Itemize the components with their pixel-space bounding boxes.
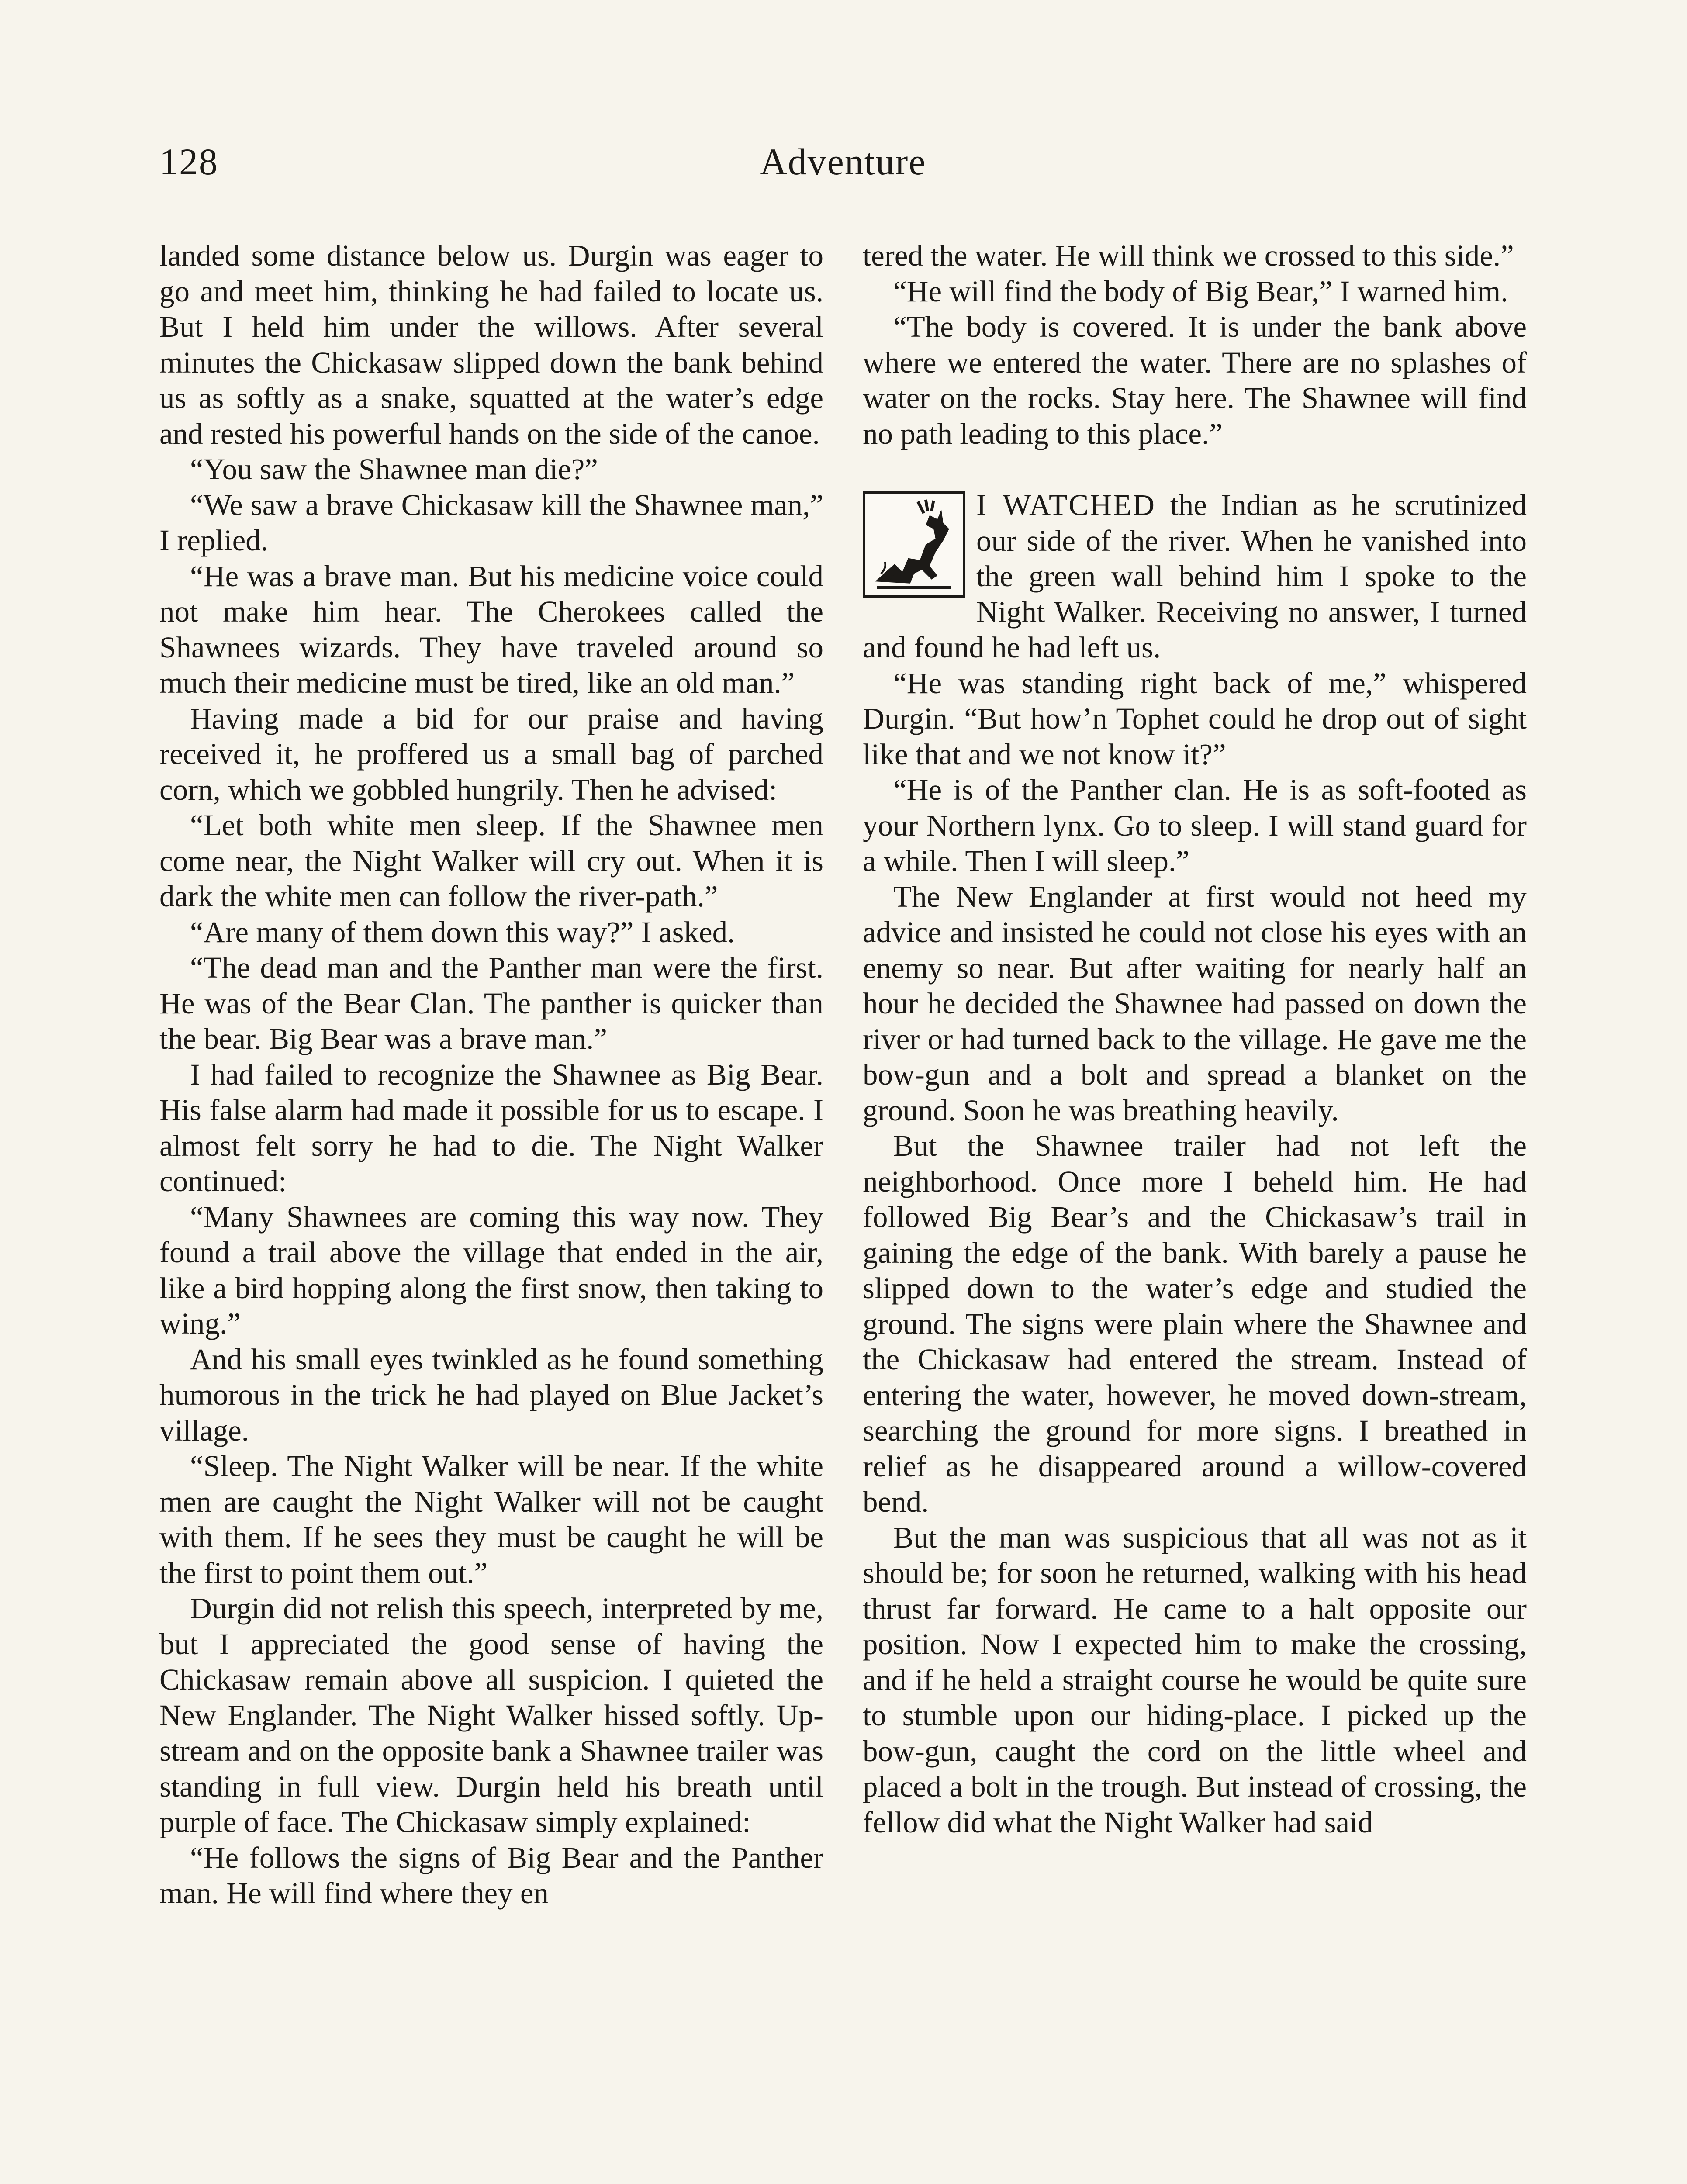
section-break <box>863 452 1527 487</box>
running-indian-icon <box>865 494 963 595</box>
section-lead-paragraph <box>863 487 1527 666</box>
page-header <box>159 140 1527 201</box>
paragraph: tered the water. He will think we crossed to this side.” <box>863 239 1514 272</box>
paragraph: Durgin did not relish this speech, interpreted by me, but I appreciated the good sense of having the Chickasaw remain above all suspicion. I quieted the New Englander. The Night Walker hissed softly. Up-stream and on the opposite bank a Shawnee trailer was standing in full view. Durgin held his breath until purple of face. The Chickasaw simply explained: <box>159 1592 823 1838</box>
paragraph: “He was a brave man. But his medicine voice could not make him hear. The Cherokees called the Shawnees wizards. They have traveled around so much their medicine must be tired, like an old man.” <box>159 559 823 699</box>
paragraph: But the Shawnee trailer had not left the neighborhood. Once more I beheld him. He had followed Big Bear’s and the Chickasaw’s trail in gaining the edge of the bank. With barely a pause he slipped down to the water’s edge and studied the ground. The signs were plain where the Shawnee and the Chickasaw had entered the stream. Instead of entering the water, however, he moved down-stream, searching the ground for more signs. I breathed in relief as he disappeared around a willow-covered bend. <box>863 1129 1527 1518</box>
paragraph: landed some distance below us. Durgin was eager to go and meet him, thinking he had failed to locate us. But I held him under the willows. After several minutes the Chickasaw slipped down the bank behind us as softly as a snake, squatted at the water’s edge and rested his powerful hands on the side of the canoe. <box>159 239 823 450</box>
paragraph: “He was standing right back of me,” whispered Durgin. “But how’n Tophet could he drop out of sight like that and we not know it?” <box>863 666 1527 771</box>
page-number: 128 <box>159 141 218 183</box>
paragraph: “You saw the Shawnee man die?” <box>190 453 598 486</box>
paragraph: “Are many of them down this way?” I asked. <box>190 915 735 949</box>
paragraph: “Sleep. The Night Walker will be near. If the white men are caught the Night Walker will not be caught with them. If he sees they must be caught he will be the first to point them out.” <box>159 1449 823 1590</box>
paragraph: “We saw a brave Chickasaw kill the Shawnee man,” I replied. <box>159 488 823 557</box>
right-column <box>863 238 1527 2184</box>
paragraph: But the man was suspicious that all was not as it should be; for soon he returned, walking with his head thrust far forward. He came to a halt opposite our position. Now I expected him to make the crossing, and if he held a straight course he would be quite sure to stumble upon our hiding-place. I picked up the bow-gun, caught the cord on the little wheel and placed a bolt in the trough. But instead of crossing, the fellow did what the Night Walker had said <box>863 1521 1527 1839</box>
right-column-body <box>863 666 1527 1841</box>
paragraph: I had failed to recognize the Shawnee as Big Bear. His false alarm had made it possible for us to escape. I almost felt sorry he had to die. The Night Walker continued: <box>159 1057 823 1198</box>
paragraph: “The body is covered. It is under the bank above where we entered the water. There are no splashes of water on the rocks. Stay here. The Shawnee will find no path leading to this place.” <box>863 310 1527 450</box>
paragraph: “He follows the signs of Big Bear and the Panther man. He will find where they en <box>159 1841 823 1910</box>
paragraph: “He will find the body of Big Bear,” I warned him. <box>893 274 1508 308</box>
left-column <box>159 238 823 2184</box>
paragraph: “Many Shawnees are coming this way now. They found a trail above the village that ended in the air, like a bird hopping along the first snow, then taking to wing.” <box>159 1200 823 1340</box>
paragraph: Having made a bid for our praise and having received it, he proffered us a small bag of parched corn, which we gobbled hungrily. Then he advised: <box>159 702 823 806</box>
drop-cap-illustration <box>863 491 965 598</box>
paragraph: “He is of the Panther clan. He is as soft-footed as your Northern lynx. Go to sleep. I will stand guard for a while. Then I will sleep.” <box>863 773 1527 878</box>
section-lead-text: the Indian as he scrutinized our side of the river. When he vanished into the green wall behind him I spoke to the Night Walker. Receiving no answer, I turned and found he had left us. <box>863 488 1527 664</box>
paragraph: “Let both white men sleep. If the Shawnee men come near, the Night Walker will cry out. When it is dark the white men can follow the river-path.” <box>159 809 823 913</box>
section-lead-word: I WATCHED <box>976 488 1156 522</box>
paragraph: And his small eyes twinkled as he found something humorous in the trick he had played on Blue Jacket’s village. <box>159 1342 823 1447</box>
paragraph: “The dead man and the Panther man were the first. He was of the Bear Clan. The panther is quicker than the bear. Big Bear was a brave man.” <box>159 951 823 1055</box>
running-title: Adventure <box>760 141 926 183</box>
paragraph: The New Englander at first would not heed my advice and insisted he could not close his eyes with an enemy so near. But after waiting for nearly half an hour he decided the Shawnee had passed on down the river or had turned back to the village. He gave me the bow-gun and a bolt and spread a blanket on the ground. Soon he was breathing heavily. <box>863 880 1527 1127</box>
right-column-opening <box>863 238 1527 452</box>
